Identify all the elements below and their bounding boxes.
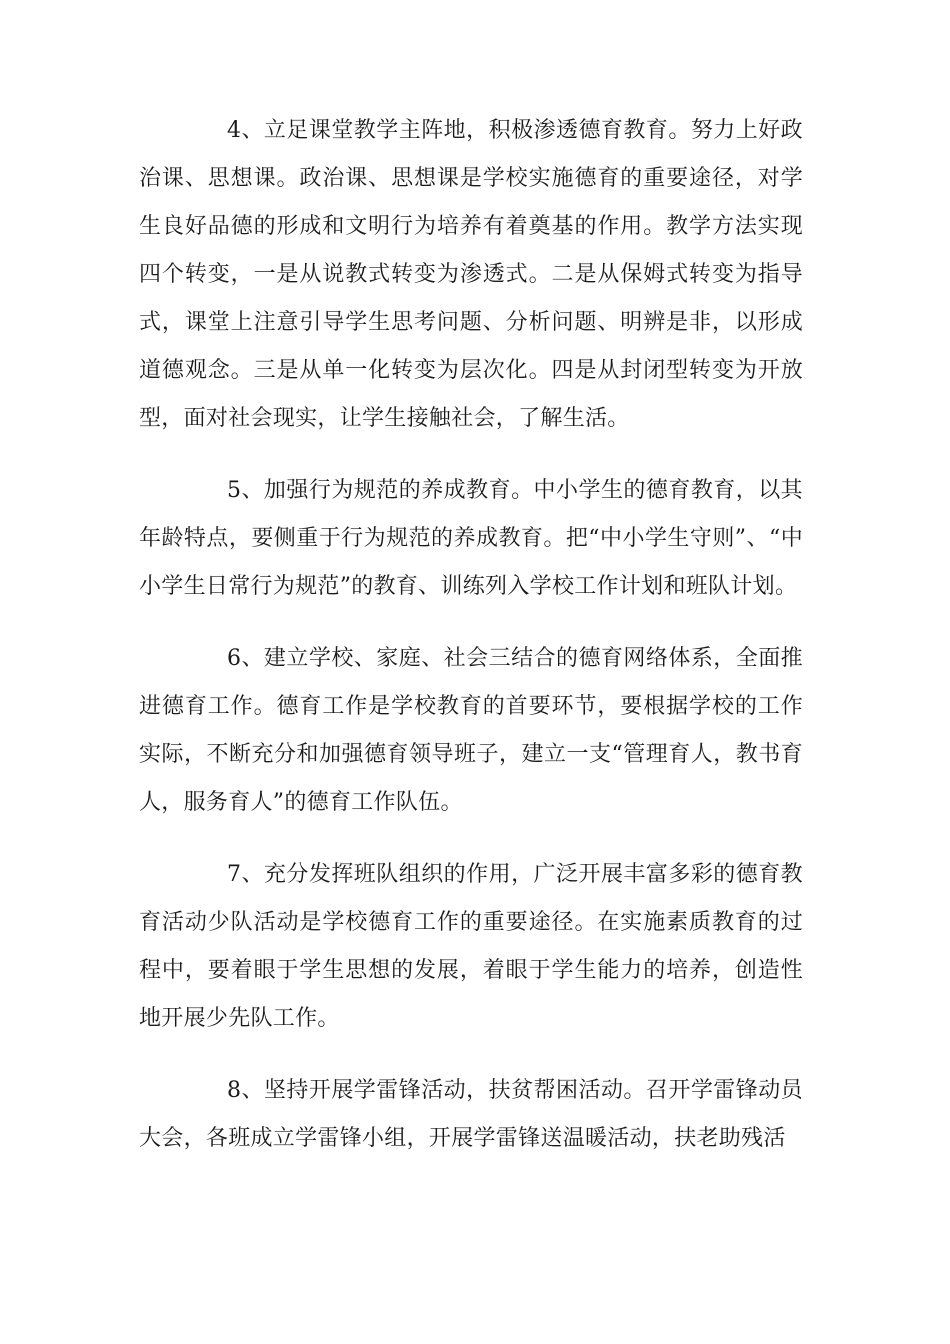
paragraph-5: 5、加强行为规范的养成教育。中小学生的德育教育，以其年龄特点，要侧重于行为规范的养成教育。把“中小学生守则”、“中小学生日常行为规范”的教育、训练列入学校工作计划和班队计划。 [139,478,803,599]
paragraph-6: 6、建立学校、家庭、社会三结合的德育网络体系，全面推进德育工作。德育工作是学校教育的首要环节，要根据学校的工作实际，不断充分和加强德育领导班子，建立一支“管理育人，教书育人，服务育人”的德育工作队伍。 [139,646,803,815]
paragraph-8: 8、坚持开展学雷锋活动，扶贫帮困活动。召开学雷锋动员大会，各班成立学雷锋小组，开展学雷锋送温暖活动，扶老助残活 [139,1078,803,1151]
document-body [139,107,803,1163]
paragraph-4: 4、立足课堂教学主阵地，积极渗透德育教育。努力上好政治课、思想课。政治课、思想课是学校实施德育的重要途径，对学生良好品德的形成和文明行为培养有着奠基的作用。教学方法实现四个转变，一是从说教式转变为渗透式。二是从保姆式转变为指导式，课堂上注意引导学生思考问题、分析问题、明辨是非，以形成道德观念。三是从单一化转变为层次化。四是从封闭型转变为开放型，面对社会现实，让学生接触社会，了解生活。 [139,118,803,431]
paragraph-7: 7、充分发挥班队组织的作用，广泛开展丰富多彩的德育教育活动少队活动是学校德育工作的重要途径。在实施素质教育的过程中，要着眼于学生思想的发展，着眼于学生能力的培养，创造性地开展少先队工作。 [139,862,803,1031]
